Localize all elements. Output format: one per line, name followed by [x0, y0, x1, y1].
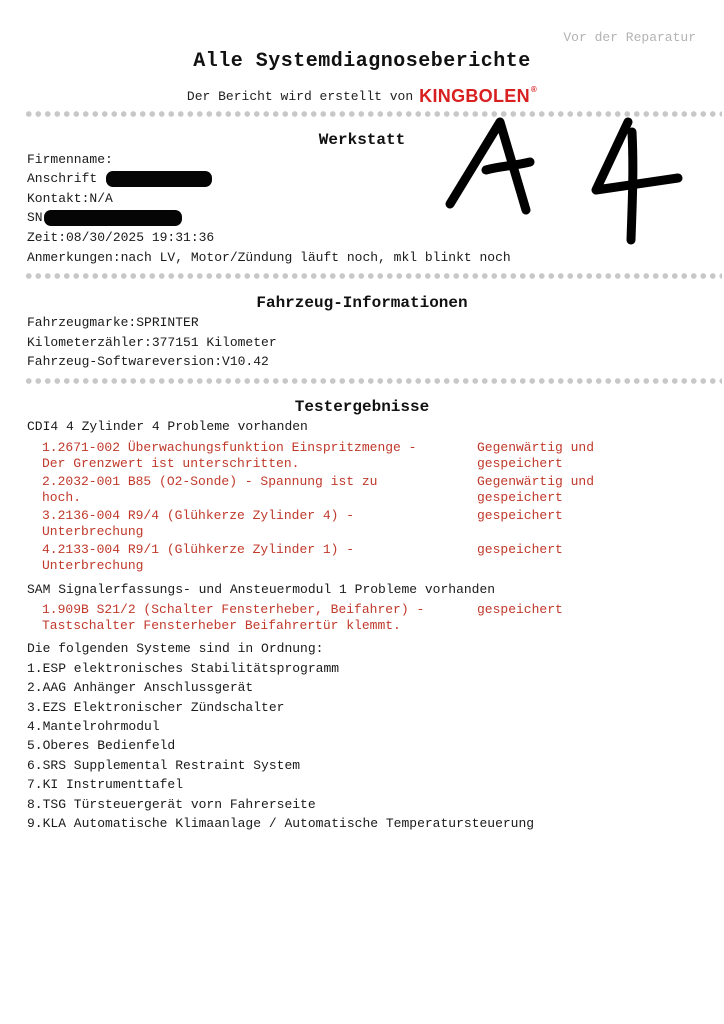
odometer-reading: Kilometerzähler:377151 Kilometer — [27, 335, 277, 350]
ok-system-item: 7.KI Instrumenttafel — [27, 777, 184, 792]
fault-status-line: gespeichert — [477, 542, 563, 557]
fault-status — [477, 474, 594, 506]
ok-system-item: 6.SRS Supplemental Restraint System — [27, 758, 301, 773]
fault-description-line: 1.2671-002 Überwachungsfunktion Einspritzmenge - — [42, 440, 417, 455]
fault-code-description — [42, 542, 354, 574]
fault-description-line: Unterbrechung — [42, 558, 144, 573]
fault-status — [477, 602, 563, 618]
ok-system-item: 3.EZS Elektronischer Zündschalter — [27, 700, 285, 715]
fault-status — [477, 508, 563, 524]
ok-system-item: 2.AAG Anhänger Anschlussgerät — [27, 680, 254, 695]
fault-status — [477, 542, 563, 558]
fault-description-line: 1.909B S21/2 (Schalter Fensterheber, Beifahrer) - — [42, 602, 425, 617]
company-name-label: Firmenname: — [27, 152, 113, 167]
address-label: Anschrift — [27, 171, 98, 186]
fault-status-line: Gegenwärtig und — [477, 474, 595, 489]
fault-status-line: gespeichert — [477, 456, 563, 471]
ok-system-item: 1.ESP elektronisches Stabilitätsprogramm — [27, 661, 340, 676]
fault-status-line: Gegenwärtig und — [477, 440, 595, 455]
redaction-bar — [106, 171, 212, 187]
contact-line: Kontakt:N/A — [27, 191, 113, 206]
divider-dots — [24, 377, 722, 385]
module-header: SAM Signalerfassungs- und Ansteuermodul 1 Probleme vorhanden — [27, 582, 496, 597]
workshop-section-title: Werkstatt — [318, 131, 406, 149]
report-generated-by — [0, 86, 724, 107]
fault-code-description — [42, 602, 424, 634]
registered-mark: ® — [530, 85, 538, 94]
fault-status-line: gespeichert — [477, 508, 563, 523]
remarks-line: Anmerkungen:nach LV, Motor/Zündung läuft noch, mkl blinkt noch — [27, 250, 511, 265]
kingbolen-logo — [419, 86, 537, 107]
report-title: Alle Systemdiagnoseberichte — [193, 50, 531, 73]
fault-code-description — [42, 440, 416, 472]
fault-description-line: 2.2032-001 B85 (O2-Sonde) - Spannung ist zu — [42, 474, 378, 489]
ok-system-item: 8.TSG Türsteuergerät vorn Fahrerseite — [27, 797, 316, 812]
fault-description-line: Der Grenzwert ist unterschritten. — [42, 456, 300, 471]
serial-number-label: SN — [27, 210, 43, 225]
module-header: CDI4 4 Zylinder 4 Probleme vorhanden — [27, 419, 308, 434]
fault-status-line: gespeichert — [477, 490, 563, 505]
generated-by-text: Der Bericht wird erstellt von — [186, 89, 414, 104]
fault-description-line: Unterbrechung — [42, 524, 144, 539]
software-version: Fahrzeug-Softwareversion:V10.42 — [27, 354, 269, 369]
divider-dots — [24, 272, 722, 280]
ok-system-item: 4.Mantelrohrmodul — [27, 719, 160, 734]
fault-code-description — [42, 508, 354, 540]
ok-systems-header: Die folgenden Systeme sind in Ordnung: — [27, 641, 324, 656]
redaction-bar — [44, 210, 182, 226]
brand-name: KINGBOLEN — [419, 86, 530, 106]
ok-system-item: 5.Oberes Bedienfeld — [27, 738, 176, 753]
fault-description-line: Tastschalter Fensterheber Beifahrertür klemmt. — [42, 618, 401, 633]
fault-description-line: 3.2136-004 R9/4 (Glühkerze Zylinder 4) - — [42, 508, 355, 523]
fault-status-line: gespeichert — [477, 602, 563, 617]
fault-code-description — [42, 474, 377, 506]
vehicle-section-title: Fahrzeug-Informationen — [256, 294, 468, 312]
ok-system-item: 9.KLA Automatische Klimaanlage / Automatische Temperatursteuerung — [27, 816, 535, 831]
results-section-title: Testergebnisse — [294, 398, 430, 416]
fault-description-line: 4.2133-004 R9/1 (Glühkerze Zylinder 1) - — [42, 542, 355, 557]
fault-status — [477, 440, 594, 472]
report-time: Zeit:08/30/2025 19:31:36 — [27, 230, 215, 245]
vehicle-make: Fahrzeugmarke:SPRINTER — [27, 315, 199, 330]
repair-stage-note: Vor der Reparatur — [563, 30, 696, 45]
fault-description-line: hoch. — [42, 490, 82, 505]
